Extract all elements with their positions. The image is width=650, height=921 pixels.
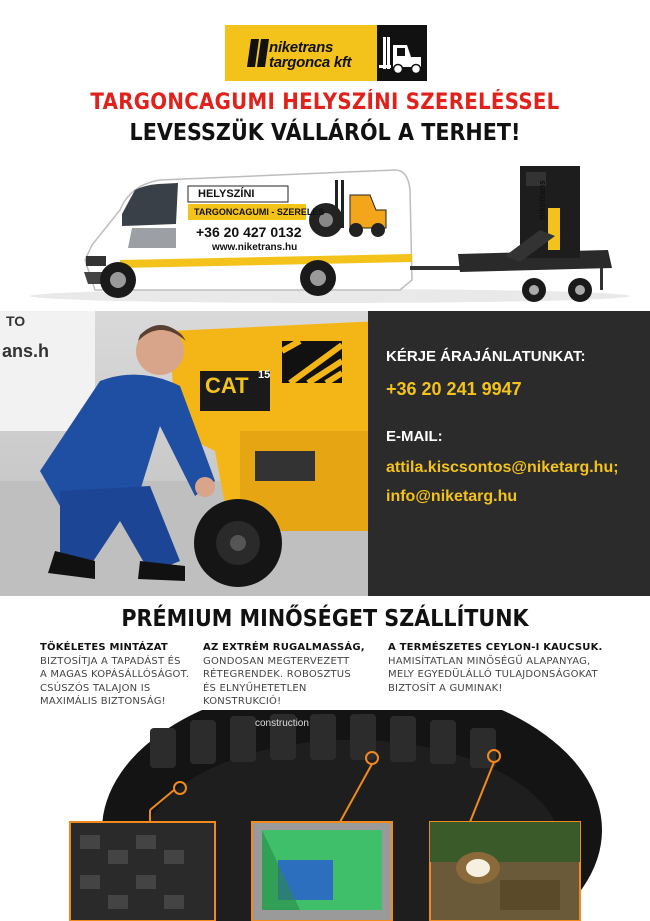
premium-title: PRÉMIUM MINŐSÉGET SZÁLLÍTUNK	[121, 606, 529, 632]
feature-1-line-3: CSÚSZÓS TALAJON IS	[40, 682, 151, 694]
feature-2-line-4: KONSTRUKCIÓ!	[203, 696, 282, 707]
background-van-text-1: TO	[6, 313, 26, 329]
logo-text-line1: niketrans	[269, 39, 333, 56]
feature-3-line-2: MELY EGYEDÜLÁLLÓ TULAJDONSÁGOKAT	[388, 669, 598, 680]
forklift-icon	[377, 25, 427, 81]
contact-email-2[interactable]: info@niketarg.hu	[386, 488, 518, 505]
technician-photo-band	[0, 311, 650, 596]
feature-column-1	[40, 641, 205, 709]
tire-cutaway-illustration	[0, 710, 650, 921]
feature-3-line-1: HAMISÍTATLAN MINŐSÉGŰ ALAPANYAG,	[388, 655, 591, 667]
headline-red: TARGONCAGUMI HELYSZÍNI SZERELÉSSEL	[90, 90, 560, 115]
tire-graphic	[0, 710, 650, 921]
forklift-model-text: 15	[258, 369, 271, 381]
feature-1-line-4: MAXIMÁLIS BIZTONSÁG!	[40, 696, 166, 707]
contact-phone[interactable]: +36 20 241 9947	[386, 379, 522, 399]
technician-illustration	[0, 311, 380, 596]
van-trailer-graphic	[0, 150, 650, 310]
technician-photo	[0, 311, 380, 596]
company-logo	[225, 25, 427, 81]
feature-3-line-3: BIZTOSÍT A GUMINAK!	[388, 682, 503, 694]
feature-2-title: AZ EXTRÉM RUGALMASSÁG,	[203, 642, 365, 653]
feature-1-line-1: BIZTOSÍTJA A TAPADÁST ÉS	[40, 655, 181, 667]
service-van-illustration	[0, 150, 650, 310]
feature-3-title: A TERMÉSZETES CEYLON-I KAUCSUK.	[388, 642, 603, 653]
feature-column-3	[388, 641, 638, 695]
feature-1-line-2: A MAGAS KOPÁSÁLLÓSÁGOT.	[40, 669, 190, 680]
logo-mark-icon	[247, 39, 269, 67]
logo-yellow-block	[225, 25, 377, 81]
feature-1-title: TÖKÉLETES MINTÁZAT	[40, 642, 168, 653]
headline-black: LEVESSZÜK VÁLLÁRÓL A TERHET!	[129, 120, 521, 146]
feature-2-line-3: ÉS ELNYŰHETETLEN	[203, 682, 307, 694]
trailer-brand-text: niketrans	[537, 179, 547, 220]
van-sign-line2: TARGONCAGUMI - SZERELÉS	[194, 207, 325, 217]
logo-text-line2: targonca kft	[269, 54, 352, 71]
logo-black-block	[377, 25, 427, 81]
feature-2-line-1: GONDOSAN MEGTERVEZETT	[203, 655, 350, 667]
feature-2-line-2: RÉTEGRENDEK. ROBOSZTUS	[203, 669, 351, 680]
forklift-brand-text: CAT	[205, 373, 249, 398]
email-label: E-MAIL:	[386, 428, 443, 445]
tire-construction-label: construction	[255, 718, 309, 729]
contact-panel	[368, 311, 650, 596]
contact-email-1[interactable]: attila.kiscsontos@niketarg.hu;	[386, 459, 619, 476]
van-website: www.niketrans.hu	[212, 242, 298, 253]
van-sign-line1: HELYSZÍNI	[198, 188, 255, 200]
feature-column-2	[203, 641, 368, 709]
background-van-text-2: ans.h	[2, 341, 50, 361]
quote-label: KÉRJE ÁRAJÁNLATUNKAT:	[386, 348, 586, 365]
van-phone: +36 20 427 0132	[196, 224, 302, 240]
